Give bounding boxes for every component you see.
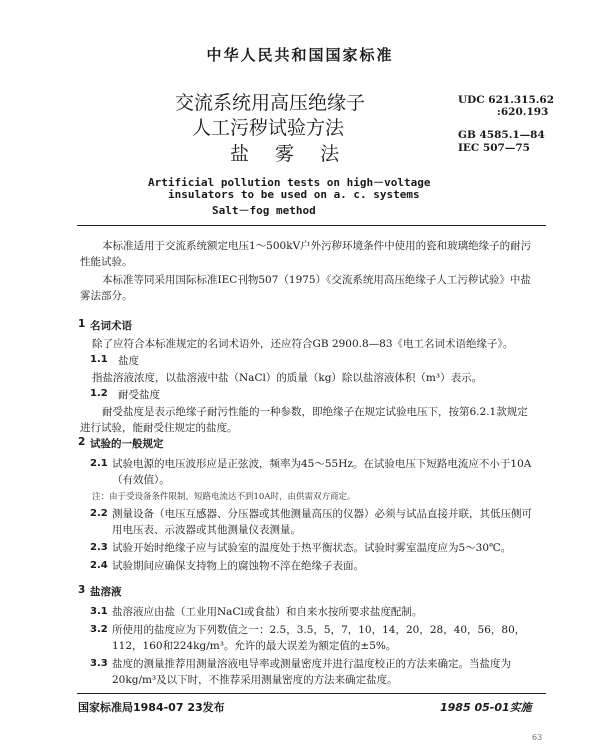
section-2-number: 2 [78,436,86,448]
section-1-2-number: 1.2 [90,388,108,399]
english-title-line-2: insulators to be used on a. c. systems [168,188,420,201]
section-3-1-number: 3.1 [90,606,108,617]
gb-code: GB 4585.1—84 [458,129,545,141]
section-1-number: 1 [78,318,86,330]
section-2-3-text: 试验开始时绝缘子应与试验室的温度处于热平衡状态。试验时雾室温度应为5～30℃。 [112,542,512,554]
section-3-3-text: 盐度的测量推荐用测量溶液电导率或测量密度并进行温度校正的方法来确定。当盐度为20kg/m³及以下时，不推荐采用测量密度的方法来确定盐度。 [112,658,511,686]
title-line-3: 盐 雾 法 [230,143,350,165]
page-number: 63 [532,733,543,742]
title-line-2: 人工污秽试验方法 [192,117,345,139]
section-2-2-text: 测量设备（电压互感器、分压器或其他测量高压的仪器）必须与试品直接并联，其低压侧可用电压表、示波器或其他测量仪表测量。 [112,508,532,536]
section-1-2-title: 耐受盐度 [118,389,160,401]
section-1-1-title: 盐度 [118,355,139,367]
section-2-title: 试验的一般规定 [90,438,164,450]
section-3-2-number: 3.2 [90,624,108,635]
footer-divider [77,693,546,694]
effective-date: 1985 05-01实施 [440,701,532,714]
section-3-1-text: 盐溶液应由盐（工业用NaCl或食盐）和自来水按所要求盐度配制。 [112,606,423,618]
title-line-1: 交流系统用高压绝缘子 [175,92,366,114]
section-2-3-number: 2.3 [90,542,108,553]
section-2-4-number: 2.4 [90,560,108,571]
section-1-2-text: 耐受盐度是表示绝缘子耐污性能的一种参数，即绝缘子在规定试验电压下，按第6.2.1款规定进行试验，能耐受住规定的盐度。 [80,406,528,434]
section-2-note: 注：由于受设备条件限制，短路电流达不到10A时，由供需双方商定。 [92,492,356,502]
issue-date: 国家标准局1984-07 23发布 [78,701,225,714]
intro-paragraph-1: 本标准适用于交流系统额定电压1～500kV户外污秽环境条件中使用的瓷和玻璃绝缘子的耐污性能试验。 [80,240,532,268]
udc-code-cont: :620.193 [497,106,549,118]
english-title-line-3: Salt－fog method [212,204,316,217]
section-3-2-text: 所使用的盐度应为下列数值之一：2.5，3.5，5，7，10，14，20，28，40，56，80，112，160和224kg/m³。允许的最大误差为额定值的±5%。 [112,624,526,652]
section-2-1-text: 试验电源的电压波形应是正弦波，频率为45～55Hz。在试验电压下短路电流应不小于10A（有效值）。 [112,458,532,486]
section-3-number: 3 [78,584,86,596]
section-1-1-number: 1.1 [90,354,108,365]
section-2-1-number: 2.1 [90,458,108,469]
section-1-title: 名词术语 [90,320,132,332]
section-3-3-number: 3.3 [90,658,108,669]
section-3-title: 盐溶液 [90,586,122,598]
iec-code: IEC 507—75 [458,142,530,154]
national-standard-title: 中华人民共和国国家标准 [206,46,394,64]
udc-code: UDC 621.315.62 [458,94,555,106]
section-1-1-text: 指盐溶液浓度，以盐溶液中盐（NaCl）的质量（kg）除以盐溶液体积（m³）表示。 [92,372,483,384]
intro-paragraph-2: 本标准等同采用国际标准IEC刊物507（1975）《交流系统用高压绝缘子人工污秽试验》中盐雾法部分。 [80,274,531,302]
header-divider [77,225,546,226]
english-title-line-1: Artificial pollution tests on high－voltage [148,176,431,189]
section-2-4-text: 试验期间应确保支持物上的腐蚀物不淬在绝缘子表面。 [112,560,364,572]
section-1-lead: 除了应符合本标准规定的名词术语外，还应符合GB 2900.8—83《电工名词术语绝缘子》。 [92,338,514,350]
section-2-2-number: 2.2 [90,508,108,519]
